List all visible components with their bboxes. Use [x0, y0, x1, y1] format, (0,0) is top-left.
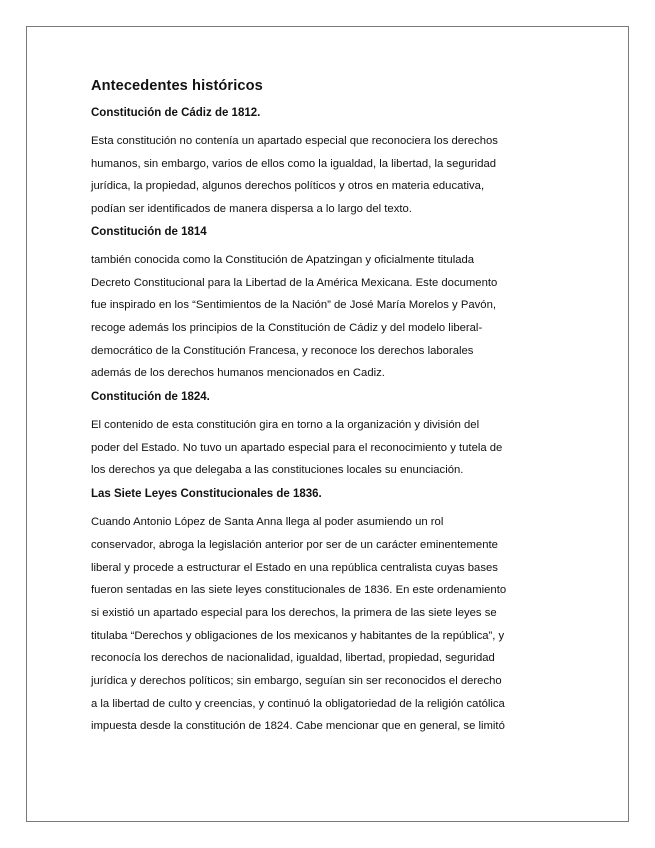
text-line: democrático de la Constitución Francesa, y reconoce los derechos laborales: [91, 344, 474, 357]
text-line: Esta constitución no contenía un apartado especial que reconociera los derechos: [91, 135, 498, 147]
text-line: fue inspirado en los “Sentimientos de la Nación” de José María Morelos y Pavón,: [91, 299, 497, 312]
text-line: a la libertad de culto y creencias, y continuó la obligatoriedad de la religión católica: [91, 697, 505, 710]
text-line: titulaba “Derechos y obligaciones de los mexicanos y habitantes de la república”, y: [91, 629, 505, 642]
text-line: reconocía los derechos de nacionalidad, igualdad, libertad, propiedad, seguridad: [91, 652, 495, 665]
text-line: además de los derechos humanos mencionados en Cadiz.: [91, 367, 385, 380]
text-line: recoge además los principios de la Constitución de Cádiz y del modelo liberal-: [91, 321, 483, 334]
text-line: jurídica y derechos políticos; sin embargo, seguían sin ser reconocidos el derecho: [91, 675, 502, 688]
text-line: podían ser identificados de manera dispersa a lo largo del texto.: [91, 203, 412, 216]
section-heading-1814: Constitución de 1814: [91, 225, 207, 238]
section-body-cadiz-1812: [91, 130, 571, 221]
section-body-1824: [91, 414, 571, 482]
text-line: El contenido de esta constitución gira en torno a la organización y división del: [91, 419, 480, 432]
text-line: poder del Estado. No tuvo un apartado especial para el reconocimiento y tutela de: [91, 441, 503, 454]
text-line: impuesta desde la constitución de 1824. Cabe mencionar que en general, se limitó: [91, 720, 505, 733]
text-line: los derechos ya que delegaba a las constituciones locales su enunciación.: [91, 464, 464, 477]
text-line: humanos, sin embargo, varios de ellos como la igualdad, la libertad, la seguridad: [91, 157, 497, 170]
document-page: [26, 26, 629, 822]
section-heading-cadiz-1812: Constitución de Cádiz de 1812.: [91, 107, 261, 119]
text-line: también conocida como la Constitución de Apatzingan y oficialmente titulada: [91, 253, 475, 266]
section-body-1814: [91, 249, 571, 385]
text-line: fueron sentadas en las siete leyes constitucionales de 1836. En este ordenamiento: [91, 584, 507, 597]
text-line: si existió un apartado especial para los derechos, la primera de las siete leyes se: [91, 606, 497, 619]
text-line: jurídica, la propiedad, algunos derechos políticos y otros en materia educativa,: [91, 180, 485, 193]
section-heading-1824: Constitución de 1824.: [91, 391, 210, 404]
text-line: liberal y procede a estructurar el Estado en una república centralista cuyas bases: [91, 561, 498, 574]
text-line: conservador, abroga la legislación anterior por ser de un carácter eminentemente: [91, 538, 498, 551]
section-body-siete-leyes-1836: [91, 511, 571, 738]
page-content: [91, 77, 571, 743]
text-line: Cuando Antonio López de Santa Anna llega al poder asumiendo un rol: [91, 516, 444, 529]
document-title: Antecedentes históricos: [91, 78, 263, 94]
section-heading-siete-leyes-1836: Las Siete Leyes Constitucionales de 1836.: [91, 488, 322, 501]
text-line: Decreto Constitucional para la Libertad de la América Mexicana. Este documento: [91, 276, 498, 289]
